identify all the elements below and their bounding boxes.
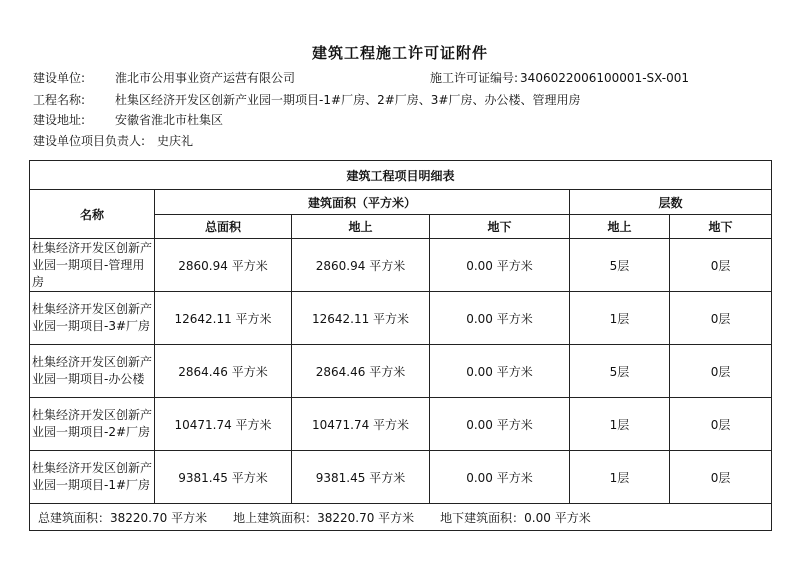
header-floors: 层数 — [570, 190, 772, 215]
row-above-area: 2864.46 平方米 — [292, 345, 430, 398]
table-caption: 建筑工程项目明细表 — [30, 161, 772, 190]
row-floors-below: 0层 — [670, 292, 772, 345]
row-floors-below: 0层 — [670, 345, 772, 398]
row-below-area: 0.00 平方米 — [430, 239, 570, 292]
header-name: 名称 — [30, 190, 155, 239]
header-floors-below: 地下 — [670, 215, 772, 239]
row-total-area: 10471.74 平方米 — [155, 398, 292, 451]
permit-number-value: 3406022006100001-SX-001 — [520, 71, 690, 85]
row-above-area: 9381.45 平方米 — [292, 451, 430, 504]
table-row — [30, 398, 772, 451]
row-name: 杜集经济开发区创新产业园一期项目-管理用房 — [30, 239, 155, 292]
document-title: 建筑工程施工许可证附件 — [311, 44, 488, 62]
construction-unit-line — [33, 69, 295, 86]
header-building-area: 建筑面积（平方米） — [155, 190, 570, 215]
project-manager-label: 建设单位项目负责人: — [33, 134, 146, 148]
project-manager-line — [33, 132, 193, 149]
footer-above-area: 地上建筑面积：38220.70 平方米 — [233, 510, 415, 525]
row-floors-below: 0层 — [670, 398, 772, 451]
construction-unit-value: 淮北市公用事业资产运营有限公司 — [115, 71, 296, 85]
row-floors-above: 1层 — [570, 292, 670, 345]
row-total-area: 2864.46 平方米 — [155, 345, 292, 398]
row-name: 杜集经济开发区创新产业园一期项目-1#厂房 — [30, 451, 155, 504]
address-value: 安徽省淮北市杜集区 — [115, 113, 224, 127]
row-name: 杜集经济开发区创新产业园一期项目-办公楼 — [30, 345, 155, 398]
row-floors-below: 0层 — [670, 239, 772, 292]
row-total-area: 2860.94 平方米 — [155, 239, 292, 292]
footer-below-area: 地下建筑面积：0.00 平方米 — [440, 510, 591, 525]
project-name-value: 杜集区经济开发区创新产业园一期项目-1#厂房、2#厂房、3#厂房、办公楼、管理用房 — [115, 93, 581, 107]
row-below-area: 0.00 平方米 — [430, 292, 570, 345]
table-row — [30, 451, 772, 504]
address-line — [33, 111, 223, 128]
permit-number-line — [430, 69, 689, 86]
construction-unit-label: 建设单位: — [33, 71, 86, 85]
row-below-area: 0.00 平方米 — [430, 345, 570, 398]
row-above-area: 10471.74 平方米 — [292, 398, 430, 451]
row-below-area: 0.00 平方米 — [430, 451, 570, 504]
header-below-ground: 地下 — [430, 215, 570, 239]
row-below-area: 0.00 平方米 — [430, 398, 570, 451]
table-row — [30, 345, 772, 398]
header-floors-above: 地上 — [570, 215, 670, 239]
project-name-line — [33, 91, 580, 108]
header-above-ground: 地上 — [292, 215, 430, 239]
footer-total-area: 总建筑面积：38220.70 平方米 — [38, 510, 208, 525]
row-floors-above: 5层 — [570, 345, 670, 398]
table-footer — [30, 504, 772, 531]
address-label: 建设地址: — [33, 113, 86, 127]
row-above-area: 12642.11 平方米 — [292, 292, 430, 345]
project-name-label: 工程名称: — [33, 93, 86, 107]
permit-number-label: 施工许可证编号: — [430, 71, 519, 85]
row-floors-above: 1层 — [570, 398, 670, 451]
row-name: 杜集经济开发区创新产业园一期项目-2#厂房 — [30, 398, 155, 451]
project-manager-value: 史庆礼 — [157, 134, 194, 148]
row-floors-below: 0层 — [670, 451, 772, 504]
header-total-area: 总面积 — [155, 215, 292, 239]
row-floors-above: 1层 — [570, 451, 670, 504]
row-total-area: 9381.45 平方米 — [155, 451, 292, 504]
table-row — [30, 292, 772, 345]
row-above-area: 2860.94 平方米 — [292, 239, 430, 292]
row-floors-above: 5层 — [570, 239, 670, 292]
row-name: 杜集经济开发区创新产业园一期项目-3#厂房 — [30, 292, 155, 345]
project-detail-table — [29, 160, 772, 531]
row-total-area: 12642.11 平方米 — [155, 292, 292, 345]
table-row — [30, 239, 772, 292]
